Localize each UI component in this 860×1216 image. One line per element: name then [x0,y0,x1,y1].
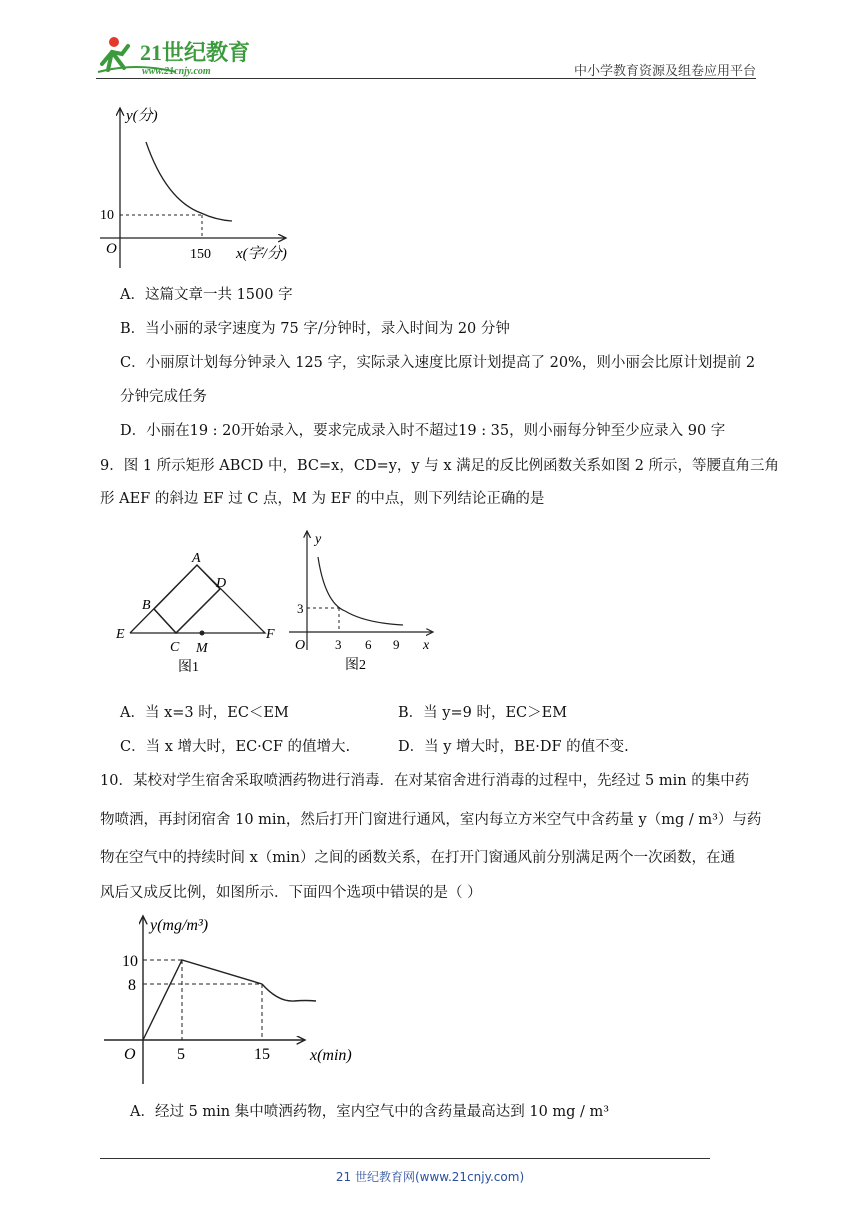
q10-option-a: A．经过 5 min 集中喷洒药物，室内空气中的含药量最高达到 10 mg / m³ [130,1104,610,1120]
fig2-curve [318,557,403,625]
q8-option-a: A．这篇文章一共 1500 字 [120,287,293,303]
q8-origin: O [106,241,117,257]
svg-text:C: C [170,640,180,655]
logo-text: 21世纪教育 [140,40,251,65]
svg-text:x: x [423,638,430,653]
q9-option-a: A．当 x=3 时，EC＜EM [120,705,289,721]
q9-figure2 [285,525,440,675]
q9-figure1 [110,545,280,675]
svg-text:D: D [216,576,227,591]
q8-x-tick: 150 [190,247,211,262]
svg-text:8: 8 [128,977,136,994]
footer-site[interactable]: 21 世纪教育网(www.21cnjy.com) [335,1170,525,1184]
q8-option-b: B．当小丽的录字速度为 75 字/分钟时，录入时间为 20 分钟 [120,321,510,337]
fig2-caption: 图2 [345,658,366,673]
svg-text:6: 6 [365,637,372,652]
fig1-caption: 图1 [178,660,199,675]
header-platform-name: 中小学教育资源及组卷应用平台 [573,64,756,79]
q8-curve [146,142,232,221]
q9-stem-line2: 形 AEF 的斜边 EF 过 C 点，M 为 EF 的中点，则下列结论正确的是 [100,491,545,507]
svg-text:3: 3 [335,637,342,652]
svg-text:y: y [315,532,322,547]
header-divider [96,78,756,79]
q10-stem-line1: 10．某校对学生宿舍采取喷洒药物进行消毒．在对某宿舍进行消毒的过程中，先经过 5 min 的集中药 [100,773,750,789]
q8-option-d: D．小丽在19 : 20开始录入，要求完成录入时不超过19 : 35，则小丽每分钟至少应录入 90 字 [120,423,726,439]
svg-text:15: 15 [254,1046,270,1063]
q8-graph [96,100,316,275]
q10-curve [262,984,316,1001]
q10-graph [100,912,370,1087]
q8-x-label: x(字/分) [236,246,287,262]
svg-text:x(min): x(min) [310,1047,352,1064]
svg-text:O: O [295,638,306,653]
svg-text:M: M [196,641,208,656]
svg-text:9: 9 [393,637,400,652]
q9-stem-line1: 9．图 1 所示矩形 ABCD 中，BC=x，CD=y，y 与 x 满足的反比例函数关系如图 2 所示，等腰直角三角 [100,458,780,474]
svg-text:O: O [124,1046,136,1063]
svg-text:A: A [192,551,201,566]
q9-option-d: D．当 y 增大时，BE·DF 的值不变. [398,739,629,755]
q10-stem-line2: 物喷洒，再封闭宿舍 10 min，然后打开门窗进行通风，室内每立方米空气中含药量 y（mg / m³）与药 [100,812,762,828]
svg-text:10: 10 [122,953,138,970]
q8-option-c-cont: 分钟完成任务 [120,389,207,405]
site-logo [96,34,266,78]
svg-text:E: E [116,627,125,642]
svg-text:B: B [142,598,151,613]
point-m [200,631,205,636]
footer-divider [100,1158,710,1159]
svg-text:y(mg/m³): y(mg/m³) [150,917,209,934]
q10-line [143,960,262,1040]
q8-option-c: C．小丽原计划每分钟录入 125 字，实际录入速度比原计划提高了 20%，则小丽会比原计划提前 2 [120,355,756,371]
logo-url: www.21cnjy.com [142,66,211,77]
q8-y-tick: 10 [100,208,114,223]
q9-option-c: C．当 x 增大时，EC·CF 的值增大. [120,739,351,755]
q10-stem-line3: 物在空气中的持续时间 x（min）之间的函数关系，在打开门窗通风前分别满足两个一次函数，在通 [100,850,736,866]
q8-y-label: y(分) [126,108,158,124]
svg-text:3: 3 [297,601,304,616]
svg-text:5: 5 [177,1046,185,1063]
svg-text:F: F [266,627,275,642]
q10-stem-line4: 风后又成反比例，如图所示．下面四个选项中错误的是（ ） [100,885,482,901]
q9-option-b: B．当 y=9 时，EC＞EM [398,705,568,721]
